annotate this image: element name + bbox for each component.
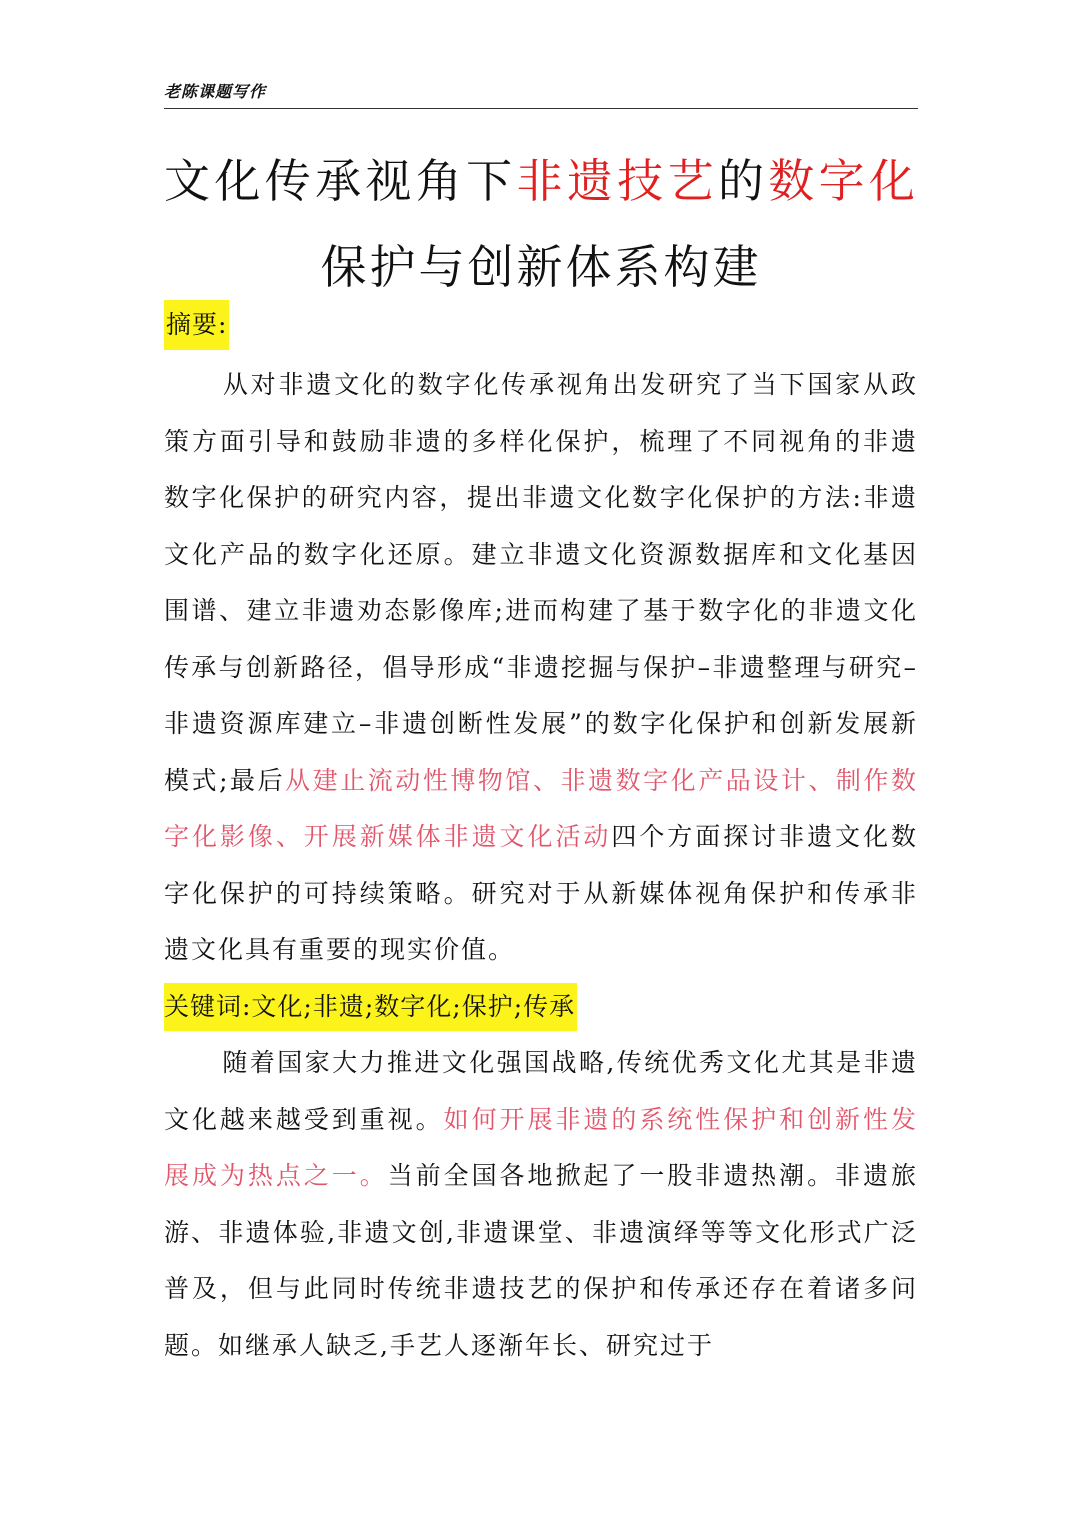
abstract-text-c: 四个方面探讨非遗文化数字化保护的可持续策略。研究对于从新媒体视角保护和传承非遗文化具有重要的现实价值。 [164,822,918,964]
body-paragraph-2 [164,1035,918,1374]
title-line-2: 保护与创新体系构建 [320,240,762,294]
abstract-text-b-highlighted: 从建止流动性博物馆、非遗数字化产品设计、制作数字化影像、开展新媒体非遗文化活动 [164,765,918,851]
document-page [164,0,918,1527]
abstract-text-a: 从对非遗文化的数字化传承视角出发研究了当下国家从政策方面引导和鼓励非遗的多样化保护，梳理了不同视角的非遗数字化保护的研究内容，提出非遗文化数字化保护的方法:非遗文化产品的数字化还原。建立非遗文化资源数据库和文化基因围谱、建立非遗劝态影像库;进而构建了基于数字化的非遗文化传承与创新路径，倡导形成“非遗挖掘与保护–非遗整理与研究–非遗资源库建立–非遗创断性发展”的数字化保护和创新发展新模式;最后 [164,370,918,795]
title-line-1 [164,138,918,224]
title-part-1: 文化传承视角下 [164,154,517,208]
title-part-3: 的 [717,154,769,208]
title-part-4-red: 数字化 [768,154,919,208]
paragraph2-text-b-highlighted: 如何开展非遗的系统性保护和创新性发展成为热点之一。 [164,1104,918,1190]
paragraph2-text-c: 当前全国各地掀起了一股非遗热潮。非遗旅游、非遗体验,非遗文创,非遗课堂、非遗演绎等等文化形式广泛普及，但与此同时传统非遗技艺的保护和传承还存在着诸多问题。如继承人缺乏,手艺人逐渐年长、研究过于 [164,1161,918,1360]
paragraph2-text-a: 随着国家大力推进文化强国战略,传统优秀文化尤其是非遗文化越来越受到重视。 [164,1048,918,1134]
document-title [164,138,918,310]
keywords-line: 关键词:文化;非遗;数字化;保护;传承 [164,983,577,1031]
abstract-label: 摘要: [164,300,229,350]
title-part-2-red: 非遗技艺 [516,154,718,208]
header-brand: 老陈课题写作 [164,82,267,101]
page-header [164,80,918,109]
abstract-paragraph [164,357,918,979]
